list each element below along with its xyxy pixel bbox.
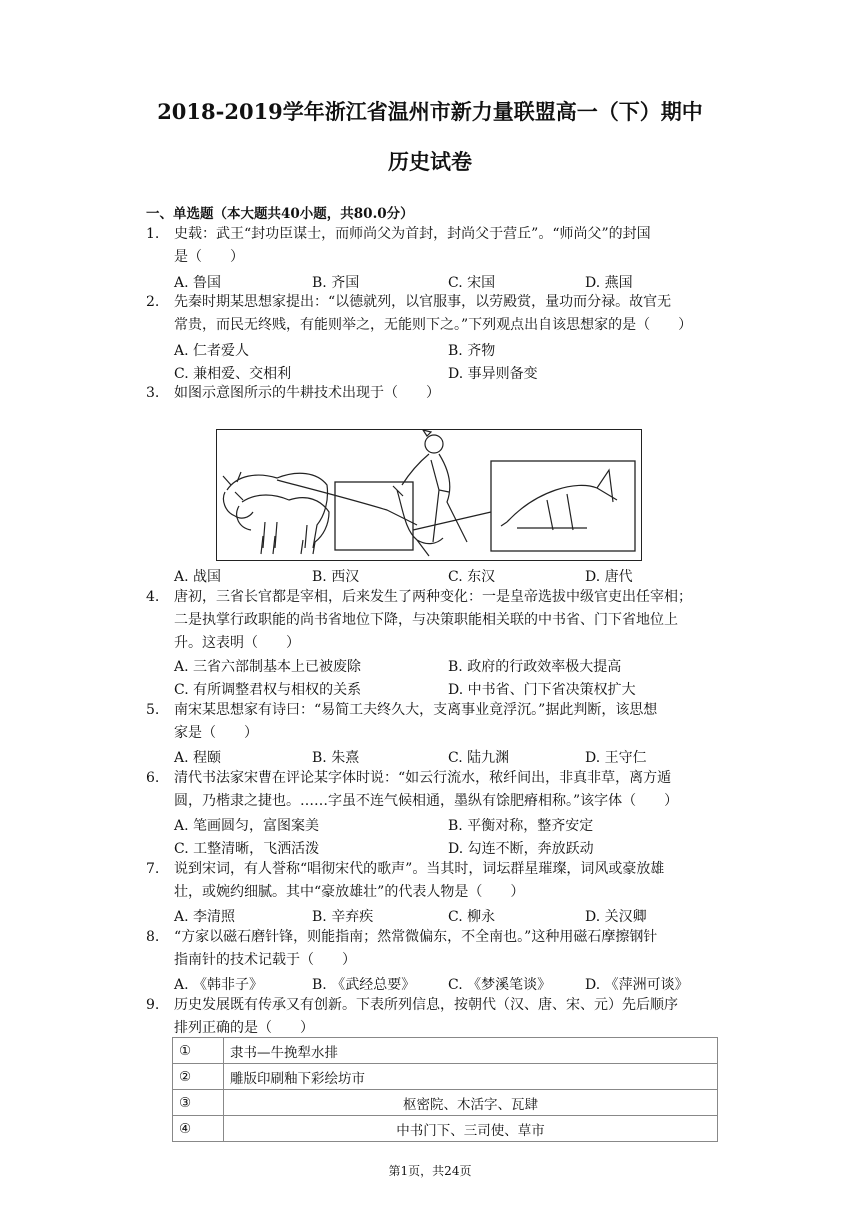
option-a[interactable]: A. 仁者爱人: [174, 343, 250, 359]
option-c[interactable]: C. 兼相爱、交相利: [174, 366, 292, 382]
table-cell-text: 隶书—牛挽犁水排: [224, 1038, 718, 1064]
option-c[interactable]: C. 《梦溪笔谈》: [448, 977, 552, 993]
table-cell-num: ②: [173, 1064, 224, 1090]
option-c[interactable]: C. 东汉: [448, 569, 496, 585]
table-row: [173, 1038, 718, 1064]
question-4-text: 唐初，三省长官都是宰相，后来发生了两种变化：一是皇帝选拔中级官吏出任宰相； 二是执掌行政职能的尚书省地位下降，与决策职能相关联的中书省、门下省地位上 升。这表明（ ）: [174, 589, 692, 651]
option-d[interactable]: D. 事异则备变: [448, 366, 538, 382]
question-number: 1.: [146, 226, 160, 242]
question-number: 8.: [146, 929, 160, 945]
question-number: 2.: [146, 294, 160, 310]
option-d[interactable]: D. 王守仁: [585, 750, 647, 766]
option-c[interactable]: C. 柳永: [448, 909, 496, 925]
question-number: 6.: [146, 770, 160, 786]
table-row: [173, 1090, 718, 1116]
option-c[interactable]: C. 有所调整君权与相权的关系: [174, 682, 362, 698]
option-b[interactable]: B. 齐国: [312, 275, 360, 291]
option-a[interactable]: A. 三省六部制基本上已被废除: [174, 659, 362, 675]
question-2-text: 先秦时期某思想家提出：“以德就列，以官服事，以劳殿赏，量功而分禄。故官无 常贵，而民无终贱，有能则举之，无能则下之。”下列观点出自该思想家的是（ ）: [174, 294, 693, 333]
option-d[interactable]: D. 《萍洲可谈》: [585, 977, 689, 993]
option-b[interactable]: B. 政府的行政效率极大提高: [448, 659, 622, 675]
option-b[interactable]: B. 齐物: [448, 343, 496, 359]
question-8-text: “方家以磁石磨针锋，则能指南；然常微偏东，不全南也。”这种用磁石摩擦钢针 指南针的技术记载于（ ）: [174, 929, 658, 968]
option-b[interactable]: B. 西汉: [312, 569, 360, 585]
question-number: 5.: [146, 702, 160, 718]
table-cell-num: ④: [173, 1116, 224, 1142]
option-d[interactable]: D. 勾连不断，奔放跃动: [448, 841, 594, 857]
option-a[interactable]: A. 鲁国: [174, 275, 222, 291]
page-subtitle: 历史试卷: [388, 149, 472, 174]
table-cell-text: 中书门下、三司使、草市: [224, 1116, 718, 1142]
question-number: 9.: [146, 997, 160, 1013]
question-number: 4.: [146, 589, 160, 605]
option-c[interactable]: C. 宋国: [448, 275, 496, 291]
page-title: 2018-2019学年浙江省温州市新力量联盟高一（下）期中: [157, 99, 703, 124]
page-footer: 第1页，共24页: [388, 1164, 472, 1178]
question-number: 7.: [146, 861, 160, 877]
plough-illustration: [217, 430, 640, 559]
option-d[interactable]: D. 燕国: [585, 275, 633, 291]
question-6-text: 清代书法家宋曹在评论某字体时说：“如云行流水，秾纤间出，非真非草，离方遁 圆，乃楷隶之捷也。……字虽不连气候相通，墨纵有馀肥瘠相称。”该字体（ ）: [174, 770, 679, 809]
option-a[interactable]: A. 战国: [174, 569, 222, 585]
question-1-text: 史载：武王“封功臣谋士，而师尚父为首封，封尚父于营丘”。“师尚父”的封国 是（ ）: [174, 226, 651, 265]
question-9-table: [172, 1037, 718, 1142]
option-b[interactable]: B. 辛弃疾: [312, 909, 374, 925]
table-row: [173, 1064, 718, 1090]
table-row: [173, 1116, 718, 1142]
option-a[interactable]: A. 笔画圆匀，富图案美: [174, 818, 320, 834]
table-cell-num: ③: [173, 1090, 224, 1116]
section-header: 一、单选题（本大题共40小题，共80.0分）: [146, 206, 414, 222]
option-d[interactable]: D. 唐代: [585, 569, 633, 585]
table-cell-num: ①: [173, 1038, 224, 1064]
ox-plough-figure: [216, 429, 642, 561]
option-a[interactable]: A. 李清照: [174, 909, 236, 925]
table-cell-text: 枢密院、木活字、瓦肆: [224, 1090, 718, 1116]
option-c[interactable]: C. 工整清晰，飞洒活泼: [174, 841, 320, 857]
option-b[interactable]: B. 《武经总要》: [312, 977, 416, 993]
question-number: 3.: [146, 385, 160, 401]
table-cell-text: 雕版印刷釉下彩绘坊市: [224, 1064, 718, 1090]
option-d[interactable]: D. 中书省、门下省决策权扩大: [448, 682, 636, 698]
question-9-text: 历史发展既有传承又有创新。下表所列信息，按朝代（汉、唐、宋、元）先后顺序 排列正确的是（ ）: [174, 997, 678, 1036]
question-3-text: 如图示意图所示的牛耕技术出现于（ ）: [174, 385, 440, 401]
question-7-text: 说到宋词，有人誉称“唱彻宋代的歌声”。当其时，词坛群星璀璨，词风或豪放雄 壮，或婉约细腻。其中“豪放雄壮”的代表人物是（ ）: [174, 861, 665, 900]
question-5-text: 南宋某思想家有诗曰：“易简工夫终久大，支离事业竟浮沉。”据此判断，该思想 家是（ ）: [174, 702, 658, 741]
option-c[interactable]: C. 陆九渊: [448, 750, 510, 766]
option-a[interactable]: A. 程颐: [174, 750, 222, 766]
option-a[interactable]: A. 《韩非子》: [174, 977, 264, 993]
option-b[interactable]: B. 朱熹: [312, 750, 360, 766]
option-d[interactable]: D. 关汉卿: [585, 909, 647, 925]
option-b[interactable]: B. 平衡对称，整齐安定: [448, 818, 594, 834]
